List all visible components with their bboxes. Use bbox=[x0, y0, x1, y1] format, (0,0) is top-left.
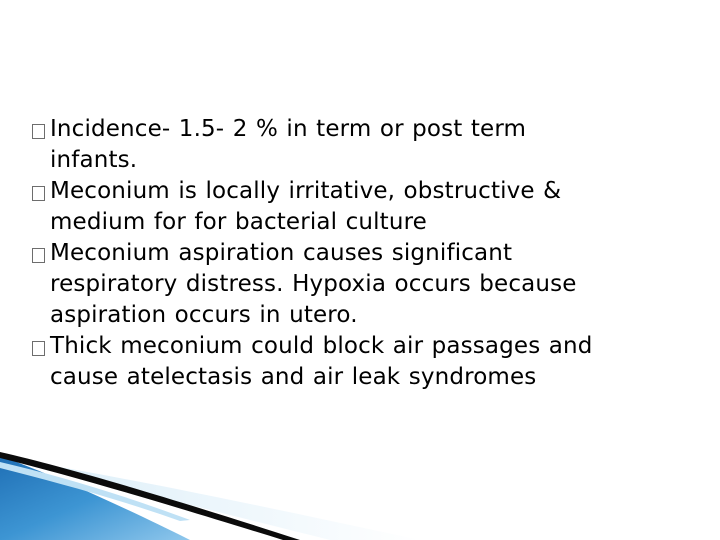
bullet-line: Incidence- 1.5- 2 % in term or post term bbox=[50, 116, 527, 142]
bullet-line: respiratory distress. Hypoxia occurs because bbox=[50, 271, 577, 297]
bullet-box-icon bbox=[32, 124, 45, 139]
bullet-item bbox=[32, 331, 702, 393]
bullet-box-icon bbox=[32, 248, 45, 263]
bullet-line: Meconium aspiration causes significant bbox=[50, 240, 513, 266]
bullet-line: infants. bbox=[50, 147, 138, 173]
bullet-box-icon bbox=[32, 341, 45, 356]
bullet-item bbox=[32, 238, 702, 331]
bullet-line: cause atelectasis and air leak syndromes bbox=[50, 364, 537, 390]
bullet-list bbox=[32, 114, 702, 393]
bullet-text bbox=[50, 331, 702, 393]
bullet-text bbox=[50, 114, 702, 176]
bullet-text bbox=[50, 238, 702, 331]
bullet-item bbox=[32, 114, 702, 176]
bullet-item bbox=[32, 176, 702, 238]
bullet-line: Thick meconium could block air passages and bbox=[50, 333, 593, 359]
bullet-text bbox=[50, 176, 702, 238]
bullet-line: medium for for bacterial culture bbox=[50, 209, 427, 235]
bullet-line: Meconium is locally irritative, obstructive & bbox=[50, 178, 562, 204]
bullet-box-icon bbox=[32, 186, 45, 201]
bullet-line: aspiration occurs in utero. bbox=[50, 302, 358, 328]
